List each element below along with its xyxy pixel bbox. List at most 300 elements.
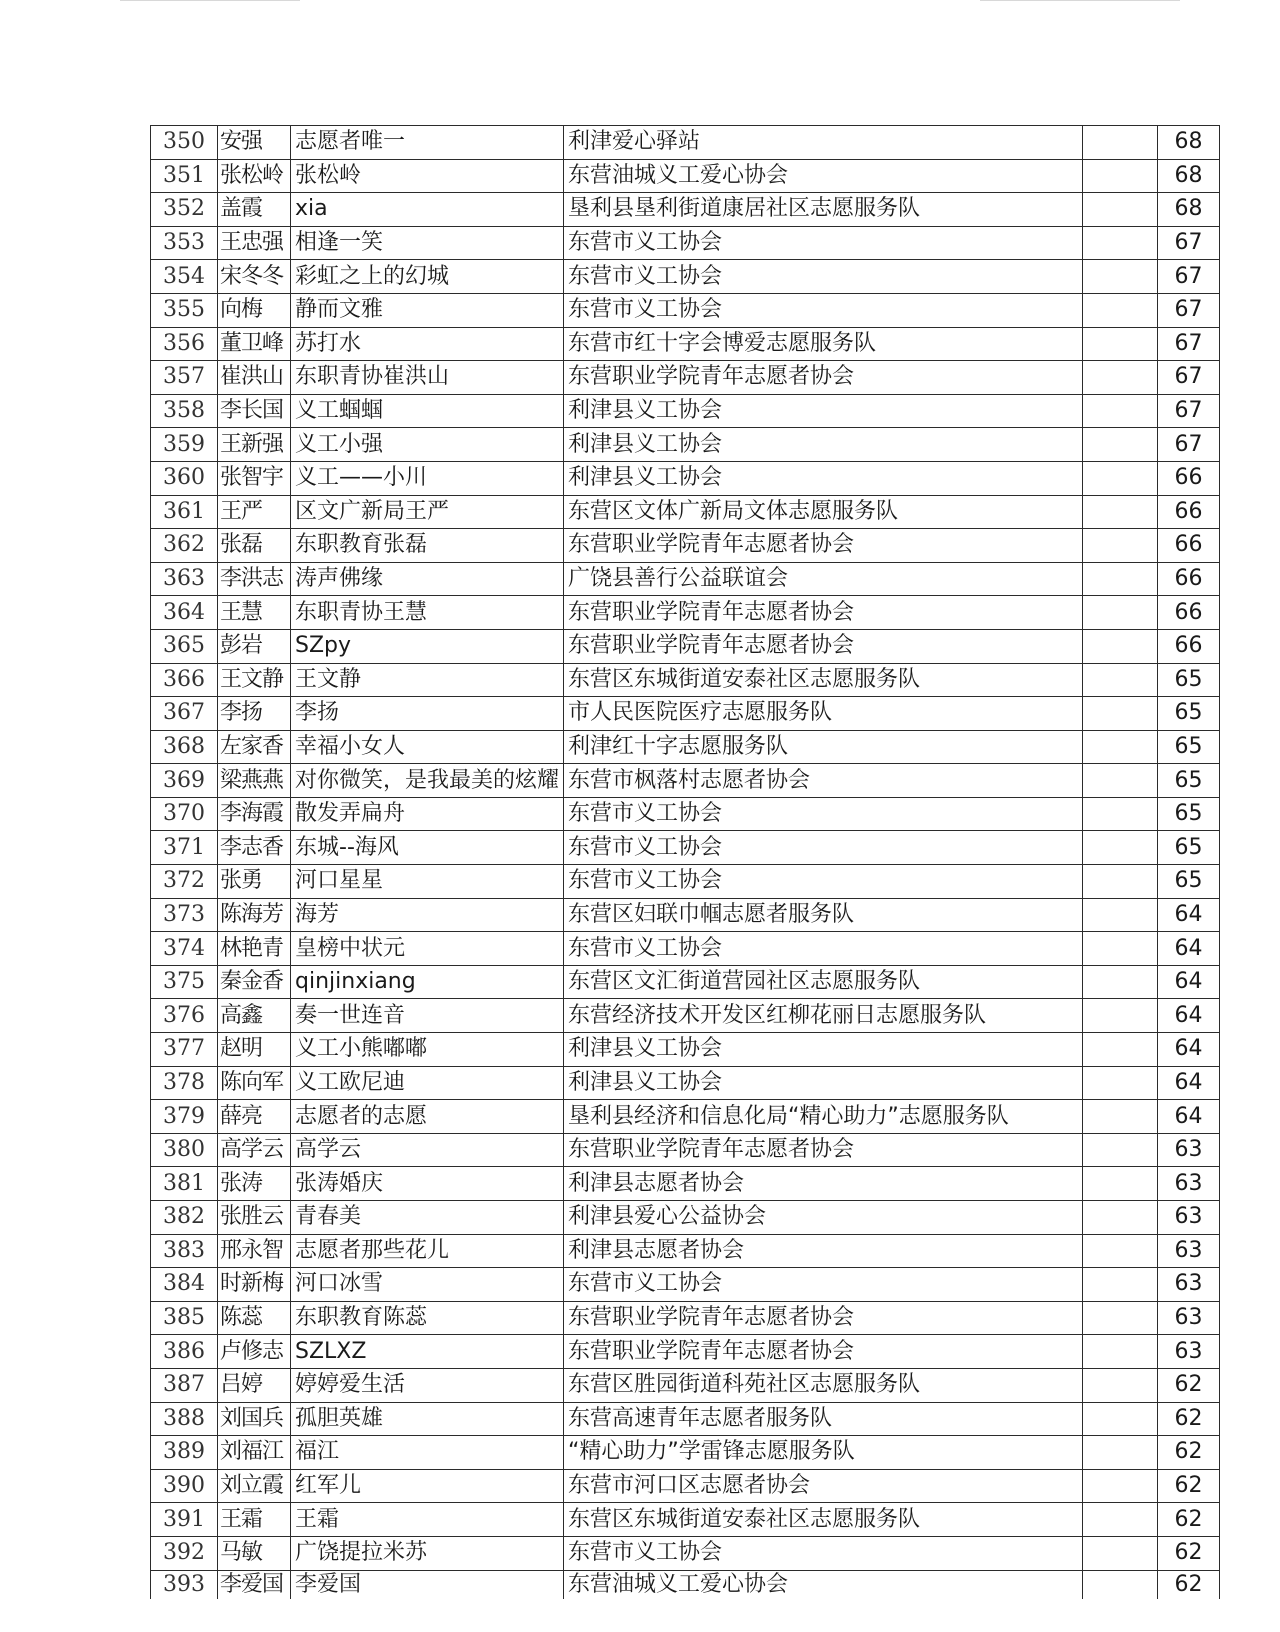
volunteer-name: 李长国 — [218, 394, 291, 428]
volunteer-nickname: 皇榜中状元 — [291, 932, 564, 966]
table-row — [151, 126, 1220, 160]
volunteer-nickname: 散发弄扁舟 — [291, 797, 564, 831]
volunteer-nickname: 静而文雅 — [291, 293, 564, 327]
blank-cell — [1083, 327, 1158, 361]
volunteer-score: 64 — [1158, 1066, 1220, 1100]
volunteer-name: 王文静 — [218, 663, 291, 697]
table-row — [151, 1066, 1220, 1100]
row-number: 382 — [151, 1201, 218, 1235]
table-row — [151, 1570, 1220, 1599]
volunteer-organization: 利津县义工协会 — [564, 394, 1083, 428]
volunteer-organization: 东营市义工协会 — [564, 226, 1083, 260]
volunteer-organization: 利津县义工协会 — [564, 461, 1083, 495]
blank-cell — [1083, 260, 1158, 294]
volunteer-score: 66 — [1158, 461, 1220, 495]
blank-cell — [1083, 831, 1158, 865]
volunteer-organization: 东营职业学院青年志愿者协会 — [564, 1301, 1083, 1335]
blank-cell — [1083, 865, 1158, 899]
volunteer-name: 卢修志 — [218, 1335, 291, 1369]
volunteer-score: 67 — [1158, 327, 1220, 361]
table-row — [151, 1033, 1220, 1067]
row-number: 364 — [151, 596, 218, 630]
volunteer-organization: 利津爱心驿站 — [564, 126, 1083, 160]
volunteer-organization: 东营市义工协会 — [564, 865, 1083, 899]
row-number: 369 — [151, 764, 218, 798]
volunteer-score: 65 — [1158, 764, 1220, 798]
volunteer-name: 盖霞 — [218, 193, 291, 227]
blank-cell — [1083, 1469, 1158, 1503]
row-number: 391 — [151, 1503, 218, 1537]
volunteer-name: 左家香 — [218, 730, 291, 764]
row-number: 372 — [151, 865, 218, 899]
volunteer-organization: 东营职业学院青年志愿者协会 — [564, 529, 1083, 563]
volunteer-name: 李扬 — [218, 697, 291, 731]
volunteer-score: 66 — [1158, 629, 1220, 663]
volunteer-name: 董卫峰 — [218, 327, 291, 361]
volunteer-name: 邢永智 — [218, 1234, 291, 1268]
volunteer-name: 张智宇 — [218, 461, 291, 495]
blank-cell — [1083, 562, 1158, 596]
volunteer-score: 63 — [1158, 1133, 1220, 1167]
volunteer-nickname: 海芳 — [291, 898, 564, 932]
volunteer-organization: 利津县义工协会 — [564, 1033, 1083, 1067]
volunteer-organization: 东营市义工协会 — [564, 260, 1083, 294]
row-number: 389 — [151, 1436, 218, 1470]
volunteer-nickname: 孤胆英雄 — [291, 1402, 564, 1436]
volunteer-name: 崔洪山 — [218, 361, 291, 395]
volunteer-nickname: 广饶提拉米苏 — [291, 1536, 564, 1570]
volunteer-organization: 东营油城义工爱心协会 — [564, 159, 1083, 193]
volunteer-nickname: 东职教育张磊 — [291, 529, 564, 563]
blank-cell — [1083, 596, 1158, 630]
row-number: 392 — [151, 1536, 218, 1570]
volunteer-nickname: 相逢一笑 — [291, 226, 564, 260]
row-number: 378 — [151, 1066, 218, 1100]
volunteer-name: 李海霞 — [218, 797, 291, 831]
table-row — [151, 226, 1220, 260]
volunteer-nickname: 河口星星 — [291, 865, 564, 899]
volunteer-nickname: 婷婷爱生活 — [291, 1368, 564, 1402]
volunteer-score: 67 — [1158, 226, 1220, 260]
blank-cell — [1083, 428, 1158, 462]
row-number: 353 — [151, 226, 218, 260]
volunteer-organization: 垦利县经济和信息化局“精心助力”志愿服务队 — [564, 1100, 1083, 1134]
volunteer-score: 64 — [1158, 898, 1220, 932]
volunteer-organization: 利津县义工协会 — [564, 428, 1083, 462]
blank-cell — [1083, 797, 1158, 831]
table-row — [151, 629, 1220, 663]
volunteer-organization: 东营市河口区志愿者协会 — [564, 1469, 1083, 1503]
table-row — [151, 965, 1220, 999]
row-number: 393 — [151, 1570, 218, 1599]
volunteer-nickname: 志愿者唯一 — [291, 126, 564, 160]
volunteer-nickname: 义工——小川 — [291, 461, 564, 495]
volunteer-score: 67 — [1158, 260, 1220, 294]
volunteer-organization: 东营区东城街道安泰社区志愿服务队 — [564, 1503, 1083, 1537]
volunteer-score: 64 — [1158, 1100, 1220, 1134]
row-number: 388 — [151, 1402, 218, 1436]
volunteer-score: 65 — [1158, 797, 1220, 831]
volunteer-nickname: 张涛婚庆 — [291, 1167, 564, 1201]
volunteer-score: 63 — [1158, 1201, 1220, 1235]
volunteer-name: 薛亮 — [218, 1100, 291, 1134]
volunteer-nickname: 东城--海风 — [291, 831, 564, 865]
volunteer-name: 安强 — [218, 126, 291, 160]
volunteer-score: 65 — [1158, 730, 1220, 764]
blank-cell — [1083, 965, 1158, 999]
volunteer-name: 王慧 — [218, 596, 291, 630]
table-row — [151, 428, 1220, 462]
volunteer-name: 王霜 — [218, 1503, 291, 1537]
row-number: 351 — [151, 159, 218, 193]
volunteer-name: 吕婷 — [218, 1368, 291, 1402]
row-number: 383 — [151, 1234, 218, 1268]
volunteer-name: 刘福江 — [218, 1436, 291, 1470]
volunteer-nickname: 义工欧尼迪 — [291, 1066, 564, 1100]
volunteer-name: 彭岩 — [218, 629, 291, 663]
volunteer-score: 64 — [1158, 965, 1220, 999]
volunteer-nickname: 东职青协王慧 — [291, 596, 564, 630]
blank-cell — [1083, 1436, 1158, 1470]
volunteer-organization: 东营区文体广新局文体志愿服务队 — [564, 495, 1083, 529]
blank-cell — [1083, 663, 1158, 697]
volunteer-score: 63 — [1158, 1167, 1220, 1201]
row-number: 355 — [151, 293, 218, 327]
table-row — [151, 1436, 1220, 1470]
volunteer-organization: 东营市义工协会 — [564, 831, 1083, 865]
volunteer-name: 张勇 — [218, 865, 291, 899]
table-row — [151, 193, 1220, 227]
volunteer-nickname: SZLXZ — [291, 1335, 564, 1369]
volunteer-nickname: xia — [291, 193, 564, 227]
table-row — [151, 1469, 1220, 1503]
volunteer-score: 64 — [1158, 932, 1220, 966]
table-row — [151, 1301, 1220, 1335]
table-row — [151, 999, 1220, 1033]
table-row — [151, 1503, 1220, 1537]
table-row — [151, 293, 1220, 327]
table-row — [151, 529, 1220, 563]
blank-cell — [1083, 1066, 1158, 1100]
table-row — [151, 327, 1220, 361]
volunteer-name: 王严 — [218, 495, 291, 529]
table-row — [151, 697, 1220, 731]
table-row — [151, 495, 1220, 529]
volunteer-organization: 东营经济技术开发区红柳花丽日志愿服务队 — [564, 999, 1083, 1033]
volunteer-organization: “精心助力”学雷锋志愿服务队 — [564, 1436, 1083, 1470]
volunteer-nickname: 义工小强 — [291, 428, 564, 462]
row-number: 375 — [151, 965, 218, 999]
volunteer-ranking-table — [150, 125, 1220, 1599]
table-row — [151, 562, 1220, 596]
volunteer-nickname: 义工小熊嘟嘟 — [291, 1033, 564, 1067]
table-row — [151, 898, 1220, 932]
volunteer-nickname: 义工蝈蝈 — [291, 394, 564, 428]
volunteer-name: 陈海芳 — [218, 898, 291, 932]
volunteer-nickname: 张松岭 — [291, 159, 564, 193]
volunteer-nickname: 河口冰雪 — [291, 1268, 564, 1302]
blank-cell — [1083, 999, 1158, 1033]
blank-cell — [1083, 1201, 1158, 1235]
table-row — [151, 1100, 1220, 1134]
volunteer-name: 秦金香 — [218, 965, 291, 999]
blank-cell — [1083, 1033, 1158, 1067]
volunteer-nickname: 涛声佛缘 — [291, 562, 564, 596]
table-row — [151, 596, 1220, 630]
volunteer-name: 高鑫 — [218, 999, 291, 1033]
volunteer-nickname: 东职教育陈蕊 — [291, 1301, 564, 1335]
row-number: 390 — [151, 1469, 218, 1503]
volunteer-name: 宋冬冬 — [218, 260, 291, 294]
volunteer-name: 张磊 — [218, 529, 291, 563]
volunteer-nickname: 对你微笑，是我最美的炫耀 — [291, 764, 564, 798]
volunteer-organization: 东营区妇联巾帼志愿者服务队 — [564, 898, 1083, 932]
table-row — [151, 361, 1220, 395]
blank-cell — [1083, 1503, 1158, 1537]
table-row — [151, 932, 1220, 966]
volunteer-organization: 东营区东城街道安泰社区志愿服务队 — [564, 663, 1083, 697]
row-number: 354 — [151, 260, 218, 294]
row-number: 380 — [151, 1133, 218, 1167]
volunteer-nickname: 东职青协崔洪山 — [291, 361, 564, 395]
row-number: 374 — [151, 932, 218, 966]
volunteer-nickname: 志愿者的志愿 — [291, 1100, 564, 1134]
blank-cell — [1083, 159, 1158, 193]
volunteer-score: 63 — [1158, 1268, 1220, 1302]
blank-cell — [1083, 1268, 1158, 1302]
volunteer-nickname: 奏一世连音 — [291, 999, 564, 1033]
volunteer-score: 62 — [1158, 1469, 1220, 1503]
volunteer-nickname: qinjinxiang — [291, 965, 564, 999]
row-number: 357 — [151, 361, 218, 395]
blank-cell — [1083, 461, 1158, 495]
blank-cell — [1083, 495, 1158, 529]
table-row — [151, 865, 1220, 899]
volunteer-name: 刘立霞 — [218, 1469, 291, 1503]
volunteer-score: 62 — [1158, 1570, 1220, 1599]
volunteer-score: 68 — [1158, 193, 1220, 227]
volunteer-organization: 东营油城义工爱心协会 — [564, 1570, 1083, 1599]
volunteer-score: 63 — [1158, 1301, 1220, 1335]
volunteer-nickname: 王霜 — [291, 1503, 564, 1537]
volunteer-name: 陈蕊 — [218, 1301, 291, 1335]
volunteer-organization: 利津红十字志愿服务队 — [564, 730, 1083, 764]
blank-cell — [1083, 764, 1158, 798]
row-number: 373 — [151, 898, 218, 932]
volunteer-score: 63 — [1158, 1335, 1220, 1369]
volunteer-organization: 东营市枫落村志愿者协会 — [564, 764, 1083, 798]
volunteer-organization: 东营职业学院青年志愿者协会 — [564, 596, 1083, 630]
volunteer-score: 66 — [1158, 596, 1220, 630]
row-number: 363 — [151, 562, 218, 596]
volunteer-score: 62 — [1158, 1536, 1220, 1570]
table-row — [151, 831, 1220, 865]
row-number: 377 — [151, 1033, 218, 1067]
row-number: 362 — [151, 529, 218, 563]
row-number: 359 — [151, 428, 218, 462]
volunteer-organization: 东营职业学院青年志愿者协会 — [564, 1133, 1083, 1167]
table-row — [151, 394, 1220, 428]
blank-cell — [1083, 932, 1158, 966]
volunteer-organization: 利津县志愿者协会 — [564, 1234, 1083, 1268]
volunteer-organization: 东营区文汇街道营园社区志愿服务队 — [564, 965, 1083, 999]
volunteer-nickname: 志愿者那些花儿 — [291, 1234, 564, 1268]
volunteer-nickname: 福江 — [291, 1436, 564, 1470]
blank-cell — [1083, 1167, 1158, 1201]
volunteer-name: 王忠强 — [218, 226, 291, 260]
volunteer-organization: 利津县志愿者协会 — [564, 1167, 1083, 1201]
volunteer-name: 张松岭 — [218, 159, 291, 193]
row-number: 379 — [151, 1100, 218, 1134]
table-row — [151, 159, 1220, 193]
volunteer-nickname: 王文静 — [291, 663, 564, 697]
volunteer-score: 62 — [1158, 1368, 1220, 1402]
volunteer-name: 李爱国 — [218, 1570, 291, 1599]
volunteer-organization: 市人民医院医疗志愿服务队 — [564, 697, 1083, 731]
row-number: 365 — [151, 629, 218, 663]
blank-cell — [1083, 293, 1158, 327]
table-row — [151, 663, 1220, 697]
volunteer-organization: 东营区胜园街道科苑社区志愿服务队 — [564, 1368, 1083, 1402]
row-number: 368 — [151, 730, 218, 764]
volunteer-name: 赵明 — [218, 1033, 291, 1067]
blank-cell — [1083, 193, 1158, 227]
volunteer-score: 62 — [1158, 1503, 1220, 1537]
volunteer-name: 王新强 — [218, 428, 291, 462]
volunteer-nickname: 李扬 — [291, 697, 564, 731]
table-row — [151, 1368, 1220, 1402]
volunteer-organization: 东营市义工协会 — [564, 293, 1083, 327]
blank-cell — [1083, 730, 1158, 764]
table-row — [151, 730, 1220, 764]
volunteer-score: 62 — [1158, 1436, 1220, 1470]
blank-cell — [1083, 529, 1158, 563]
volunteer-organization: 东营市义工协会 — [564, 797, 1083, 831]
volunteer-name: 时新梅 — [218, 1268, 291, 1302]
row-number: 384 — [151, 1268, 218, 1302]
volunteer-score: 67 — [1158, 428, 1220, 462]
blank-cell — [1083, 1301, 1158, 1335]
volunteer-organization: 东营市红十字会博爱志愿服务队 — [564, 327, 1083, 361]
table-row — [151, 461, 1220, 495]
volunteer-name: 高学云 — [218, 1133, 291, 1167]
volunteer-organization: 东营职业学院青年志愿者协会 — [564, 629, 1083, 663]
volunteer-organization: 东营市义工协会 — [564, 932, 1083, 966]
table-row — [151, 764, 1220, 798]
volunteer-nickname: 李爱国 — [291, 1570, 564, 1599]
volunteer-score: 65 — [1158, 831, 1220, 865]
volunteer-nickname: 区文广新局王严 — [291, 495, 564, 529]
scan-edge-mark — [980, 0, 1180, 11]
volunteer-score: 64 — [1158, 999, 1220, 1033]
row-number: 370 — [151, 797, 218, 831]
row-number: 352 — [151, 193, 218, 227]
row-number: 358 — [151, 394, 218, 428]
volunteer-organization: 东营高速青年志愿者服务队 — [564, 1402, 1083, 1436]
row-number: 360 — [151, 461, 218, 495]
volunteer-score: 66 — [1158, 529, 1220, 563]
volunteer-organization: 利津县爱心公益协会 — [564, 1201, 1083, 1235]
blank-cell — [1083, 1402, 1158, 1436]
blank-cell — [1083, 898, 1158, 932]
volunteer-organization: 东营职业学院青年志愿者协会 — [564, 361, 1083, 395]
row-number: 367 — [151, 697, 218, 731]
blank-cell — [1083, 394, 1158, 428]
volunteer-score: 64 — [1158, 1033, 1220, 1067]
volunteer-score: 68 — [1158, 126, 1220, 160]
blank-cell — [1083, 1335, 1158, 1369]
blank-cell — [1083, 1234, 1158, 1268]
table-row — [151, 1234, 1220, 1268]
volunteer-name: 马敏 — [218, 1536, 291, 1570]
volunteer-name: 梁燕燕 — [218, 764, 291, 798]
volunteer-nickname: 苏打水 — [291, 327, 564, 361]
volunteer-score: 62 — [1158, 1402, 1220, 1436]
row-number: 385 — [151, 1301, 218, 1335]
blank-cell — [1083, 126, 1158, 160]
table-row — [151, 260, 1220, 294]
volunteer-name: 陈向军 — [218, 1066, 291, 1100]
blank-cell — [1083, 361, 1158, 395]
volunteer-organization: 利津县义工协会 — [564, 1066, 1083, 1100]
volunteer-nickname: 幸福小女人 — [291, 730, 564, 764]
volunteer-score: 68 — [1158, 159, 1220, 193]
volunteer-score: 67 — [1158, 361, 1220, 395]
volunteer-score: 65 — [1158, 697, 1220, 731]
volunteer-organization: 广饶县善行公益联谊会 — [564, 562, 1083, 596]
volunteer-nickname: 高学云 — [291, 1133, 564, 1167]
table-row — [151, 1268, 1220, 1302]
volunteer-score: 67 — [1158, 394, 1220, 428]
row-number: 386 — [151, 1335, 218, 1369]
blank-cell — [1083, 697, 1158, 731]
volunteer-organization: 东营市义工协会 — [564, 1536, 1083, 1570]
table-row — [151, 1201, 1220, 1235]
row-number: 381 — [151, 1167, 218, 1201]
row-number: 366 — [151, 663, 218, 697]
blank-cell — [1083, 226, 1158, 260]
blank-cell — [1083, 1570, 1158, 1599]
blank-cell — [1083, 629, 1158, 663]
volunteer-score: 63 — [1158, 1234, 1220, 1268]
table-row — [151, 1536, 1220, 1570]
table-row — [151, 1133, 1220, 1167]
row-number: 356 — [151, 327, 218, 361]
row-number: 387 — [151, 1368, 218, 1402]
volunteer-nickname: 青春美 — [291, 1201, 564, 1235]
volunteer-nickname: 红军儿 — [291, 1469, 564, 1503]
volunteer-organization: 东营市义工协会 — [564, 1268, 1083, 1302]
blank-cell — [1083, 1368, 1158, 1402]
volunteer-score: 66 — [1158, 495, 1220, 529]
table-row — [151, 797, 1220, 831]
volunteer-score: 66 — [1158, 562, 1220, 596]
volunteer-score: 67 — [1158, 293, 1220, 327]
table-row — [151, 1335, 1220, 1369]
row-number: 361 — [151, 495, 218, 529]
volunteer-nickname: SZpy — [291, 629, 564, 663]
table-row — [151, 1167, 1220, 1201]
volunteer-organization: 垦利县垦利街道康居社区志愿服务队 — [564, 193, 1083, 227]
blank-cell — [1083, 1100, 1158, 1134]
volunteer-name: 张胜云 — [218, 1201, 291, 1235]
row-number: 376 — [151, 999, 218, 1033]
volunteer-score: 65 — [1158, 663, 1220, 697]
scan-edge-mark — [120, 0, 300, 11]
volunteer-name: 林艳青 — [218, 932, 291, 966]
volunteer-organization: 东营职业学院青年志愿者协会 — [564, 1335, 1083, 1369]
volunteer-name: 李志香 — [218, 831, 291, 865]
